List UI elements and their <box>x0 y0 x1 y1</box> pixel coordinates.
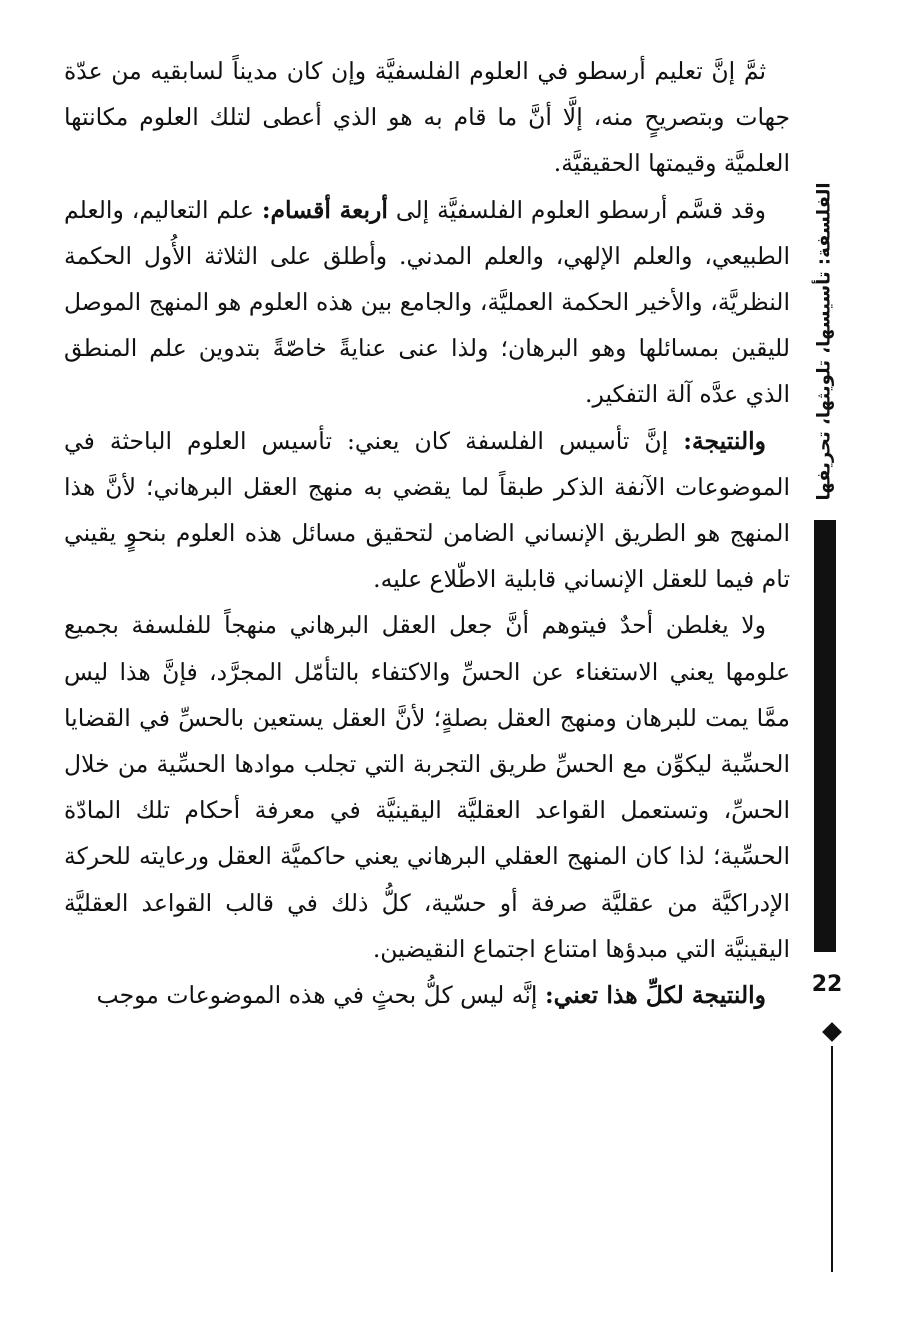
paragraph-2 <box>64 187 790 418</box>
body-text <box>64 48 790 1018</box>
side-line-divider <box>831 1046 833 1272</box>
paragraph-3-text: إنَّ تأسيس الفلسفة كان يعني: تأسيس العلوم الباحثة في الموضوعات الآنفة الذكر طبقاً لما يقضي به منهج العقل البرهاني؛ لأنَّ هذا المنهج هو الطريق الإنساني الضامن لتحقيق مسائل هذه العلوم بنحوٍ يقيني تام فيما للعقل الإنساني قابلية الاطّلاع عليه. <box>64 426 790 594</box>
paragraph-1: ثمَّ إنَّ تعليم أرسطو في العلوم الفلسفيَّة وإن كان مديناً لسابقيه من عدّة جهات وبتصريحٍ منه، إلَّا أنَّ ما قام به هو الذي أعطى لتلك العلوم مكانتها العلميَّة وقيمتها الحقيقيَّة. <box>64 57 790 178</box>
paragraph-5-bold: والنتيجة لكلِّ هذا تعني: <box>544 981 766 1010</box>
paragraph-2-intro: وقد قسَّم أرسطو العلوم الفلسفيَّة إلى <box>395 195 766 224</box>
side-bar-decoration <box>814 520 836 952</box>
paragraph-2-bold: أربعة أقسام: <box>261 195 388 224</box>
diamond-icon <box>822 1022 842 1042</box>
paragraph-2-rest: علم التعاليم، والعلم الطبيعي، والعلم الإلهي، والعلم المدني. وأطلق على الثلاثة الأُول الحكمة النظريَّة، والأخير الحكمة العمليَّة، والجامع بين هذه العلوم هو المنهج الموصل لليقين بمسائلها وهو البرهان؛ ولذا عنى عنايةً خاصّةً بتدوين علم المنطق الذي عدَّه آلة التفكير. <box>64 195 790 409</box>
running-title-text: الفلسفة: تأسيسها، تلويثها، تحريفها <box>813 181 835 501</box>
paragraph-4: ولا يغلطن أحدٌ فيتوهم أنَّ جعل العقل البرهاني منهجاً للفلسفة بجميع علومها يعني الاستغناء عن الحسِّ والاكتفاء بالتأمّل المجرَّد، فإنَّ هذا ليس ممَّا يمت للبرهان ومنهج العقل بصلةٍ؛ لأنَّ العقل يستعين بالحسِّ في القضايا الحسِّية ليكوِّن مع الحسِّ طريق التجربة التي تجلب موادها الحسِّية من خلال الحسِّ، وتستعمل القواعد العقليَّة اليقينيَّة في معرفة أحكام تلك المادّة الحسِّية؛ لذا كان المنهج العقلي البرهاني يعني حاكميَّة العقل ورعايته للحركة الإدراكيَّة من عقليَّة صرفة أو حسّية، كلُّ ذلك في قالب القواعد العقليَّة اليقينيَّة التي مبدؤها امتناع اجتماع النقيضين. <box>64 611 790 963</box>
paragraph-3-bold: والنتيجة: <box>683 426 766 455</box>
page-number: 22 <box>811 972 843 997</box>
running-title <box>805 181 843 501</box>
paragraph-5 <box>64 972 790 1018</box>
paragraph-3 <box>64 418 790 603</box>
paragraph-5-text: إنَّه ليس كلُّ بحثٍ في هذه الموضوعات موجب <box>96 981 538 1010</box>
